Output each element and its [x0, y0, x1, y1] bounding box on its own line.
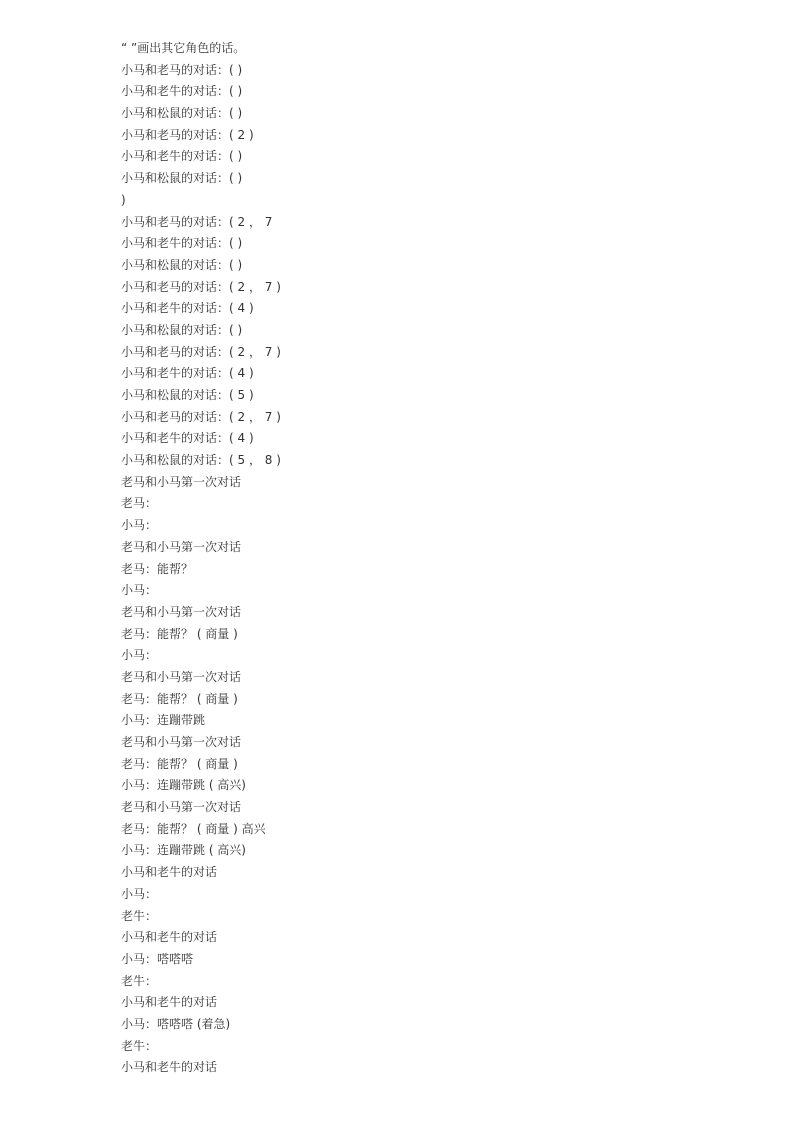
text-line: 小马和老牛的对话：( )	[121, 84, 243, 99]
text-line: 小马和老牛的对话	[121, 995, 218, 1010]
text-line: 小马和松鼠的对话：( 5 ， 8 )	[121, 453, 281, 468]
text-line: 小马和老牛的对话	[121, 865, 218, 880]
text-line: 小马：	[121, 886, 158, 901]
text-line: 小马和松鼠的对话：( )	[121, 322, 243, 337]
text-line: 小马和松鼠的对话：( )	[121, 257, 243, 272]
text-line: 小马和老马的对话：( )	[121, 62, 243, 77]
text-line: 小马和老牛的对话：( 4 )	[121, 366, 254, 381]
text-line: “ ”画出其它角色的话。	[121, 41, 246, 55]
text-line: 老马和小马第一次对话	[121, 474, 242, 489]
text-line: 小马：	[121, 518, 158, 533]
document-page	[121, 38, 761, 1079]
text-line: 小马和老马的对话：( 2 ， 7 )	[121, 344, 281, 359]
text-line: 老牛：	[121, 908, 158, 923]
text-line: 老马：能帮？ ( 商量 ) 高兴	[121, 821, 266, 836]
text-line: 小马和松鼠的对话：( 5 )	[121, 388, 254, 402]
text-line: 小马：连蹦带跳	[121, 713, 206, 728]
text-line: 小马：嗒嗒嗒 (着急)	[121, 1016, 231, 1031]
text-line: 老牛：	[121, 973, 158, 988]
text-line: 老马和小马第一次对话	[121, 539, 242, 554]
text-line: 老马：能帮？	[121, 561, 194, 576]
text-line: 小马和老牛的对话	[121, 1060, 218, 1075]
text-line: 老马和小马第一次对话	[121, 604, 242, 619]
text-line: 小马和松鼠的对话：( )	[121, 106, 243, 121]
text-line: 老马：	[121, 496, 158, 511]
text-line: 小马和老牛的对话：( )	[121, 236, 243, 251]
text-line: 小马和老牛的对话：( )	[121, 149, 243, 164]
text-line: 小马：	[121, 583, 158, 598]
text-line: 小马：	[121, 648, 158, 663]
text-line: 小马：连蹦带跳 ( 高兴)	[121, 778, 246, 793]
text-line: 老马：能帮？ ( 商量 )	[121, 756, 238, 771]
text-line: 小马和老马的对话：( 2 ， 7 )	[121, 279, 281, 294]
text-line: )	[121, 192, 126, 207]
text-line: 小马和老马的对话：( 2 )	[121, 127, 254, 142]
text-line: 老马：能帮？ ( 商量 )	[121, 626, 238, 641]
text-line: 小马和老马的对话：( 2 ， 7 )	[121, 409, 281, 424]
text-line: 老马：能帮？ ( 商量 )	[121, 691, 238, 706]
text-line: 老牛：	[121, 1038, 158, 1053]
text-line: 小马和松鼠的对话：( )	[121, 171, 243, 186]
text-line: 小马和老牛的对话：( 4 )	[121, 301, 254, 316]
text-line: 小马和老马的对话：( 2 ， 7	[121, 214, 273, 229]
text-line: 老马和小马第一次对话	[121, 735, 242, 749]
text-line: 小马：嗒嗒嗒	[121, 951, 194, 966]
text-line: 老马和小马第一次对话	[121, 800, 242, 815]
text-line: 小马和老牛的对话	[121, 930, 218, 945]
text-line: 小马：连蹦带跳 ( 高兴)	[121, 843, 246, 858]
text-line: 小马和老牛的对话：( 4 )	[121, 431, 254, 446]
text-line: 老马和小马第一次对话	[121, 669, 242, 684]
